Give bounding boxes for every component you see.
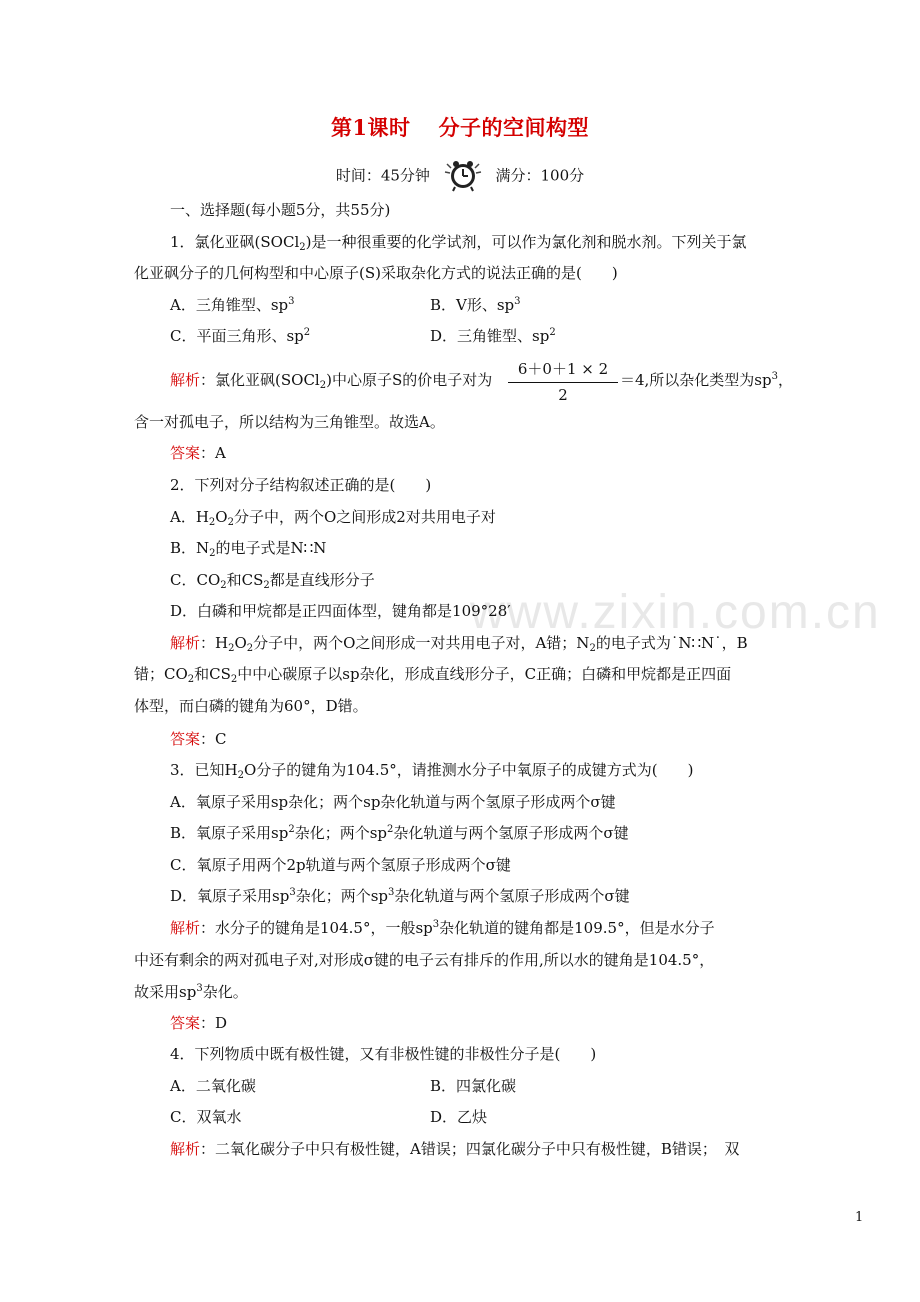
exam-meta [0,158,920,192]
q1-analysis-line1a: 解析：氯化亚砜(SOCl$_2$)中心原子S的价电子对为 [170,371,493,391]
q1-analysis-line2: 含一对孤电子，所以结构为三角锥型。故选A。 [134,413,445,431]
q2-analysis-line1: 解析：$H_2O_2$分子中，两个O之间形成一对共用电子对，A错；$N_2$的电子式为˙N∷N˙，B [170,634,748,654]
q1-option-d: D．三角锥型、$sp^2$ [430,327,556,345]
q4-option-c: C．双氧水 [170,1108,242,1126]
q1-stem-line2: 化亚砜分子的几何构型和中心原子(S)采取杂化方式的说法正确的是( ) [134,264,618,282]
q2-option-b: B．$N_2$的电子式是N∷N [170,539,327,559]
watermark: www.zixin.com.cn [470,586,881,639]
q4-analysis-line1: 解析：二氧化碳分子中只有极性键，A错误；四氯化碳分子中只有极性键，B错误； 双 [170,1140,740,1158]
q1-option-c: C．平面三角形、$sp^2$ [170,327,311,345]
q4-option-d: D．乙炔 [430,1108,488,1126]
fraction-bar [508,382,618,383]
q2-answer: 答案：C [170,730,227,748]
lesson-topic: 分子的空间构型 [438,115,590,140]
q3-stem: 3．已知$H_2O$分子的键角为104.5°，请推测水分子中氧原子的成键方式为( ) [170,761,694,781]
q1-stem-line1: 1．氯化亚砜(SOCl$_2$)是一种很重要的化学试剂，可以作为氯化剂和脱水剂。下列关于氯 [170,233,747,253]
q3-answer: 答案：D [170,1014,228,1032]
alarm-clock-icon [443,158,483,192]
full-score: 满分：100分 [495,166,585,185]
q2-option-a: A．$H_2O_2$分子中，两个O之间形成2对共用电子对 [170,508,496,528]
page-title [0,112,920,142]
q3-option-a: A．氧原子采用sp杂化；两个sp杂化轨道与两个氢原子形成两个σ键 [170,793,616,811]
q1-option-a: A．三角锥型、$sp^3$ [170,296,295,314]
q3-option-b: B．氧原子采用$sp^2$杂化；两个$sp^2$杂化轨道与两个氢原子形成两个σ键 [170,824,629,842]
section-heading: 一、选择题(每小题5分，共55分) [170,201,391,219]
q3-analysis-line2: 中还有剩余的两对孤电子对,对形成σ键的电子云有排斥的作用,所以水的键角是104.5°， [134,951,715,969]
q3-option-c: C．氧原子用两个2p轨道与两个氢原子形成两个σ键 [170,856,511,874]
q1-option-b: B．V形、$sp^3$ [430,296,521,314]
q4-stem: 4．下列物质中既有极性键，又有非极性键的非极性分子是( ) [170,1045,597,1063]
time-limit: 时间：45分钟 [335,166,430,185]
q2-analysis-line3: 体型，而白磷的键角为60°，D错。 [134,697,368,715]
q3-analysis-line1: 解析：水分子的键角是104.5°，一般$sp^3$杂化轨道的键角都是109.5°，但是水分子 [170,919,715,937]
q2-analysis-line2: 错；$CO_2$和$CS_2$中中心碳原子以sp杂化，形成直线形分子，C正确；白磷和甲烷都是正四面 [134,665,732,685]
q1-analysis-line1b: ＝4,所以杂化类型为$sp^3$， [620,371,794,389]
q2-option-c: C．$CO_2$和$CS_2$都是直线形分子 [170,571,375,591]
fraction-numerator: 6＋0＋1 × 2 [517,360,609,378]
q2-stem: 2．下列对分子结构叙述正确的是( ) [170,476,432,494]
q1-answer: 答案：A [170,444,226,462]
lesson-number: 第1课时 [330,115,411,140]
q4-option-a: A．二氧化碳 [170,1077,256,1095]
q4-option-b: B．四氯化碳 [430,1077,517,1095]
page-number: 1 [855,1210,864,1225]
q3-option-d: D．氧原子采用$sp^3$杂化；两个$sp^3$杂化轨道与两个氢原子形成两个σ键 [170,887,630,905]
fraction-denominator: 2 [558,386,568,404]
q3-analysis-line3: 故采用$sp^3$杂化。 [134,983,248,1001]
q2-option-d: D．白磷和甲烷都是正四面体型，键角都是109°28′ [170,602,511,620]
